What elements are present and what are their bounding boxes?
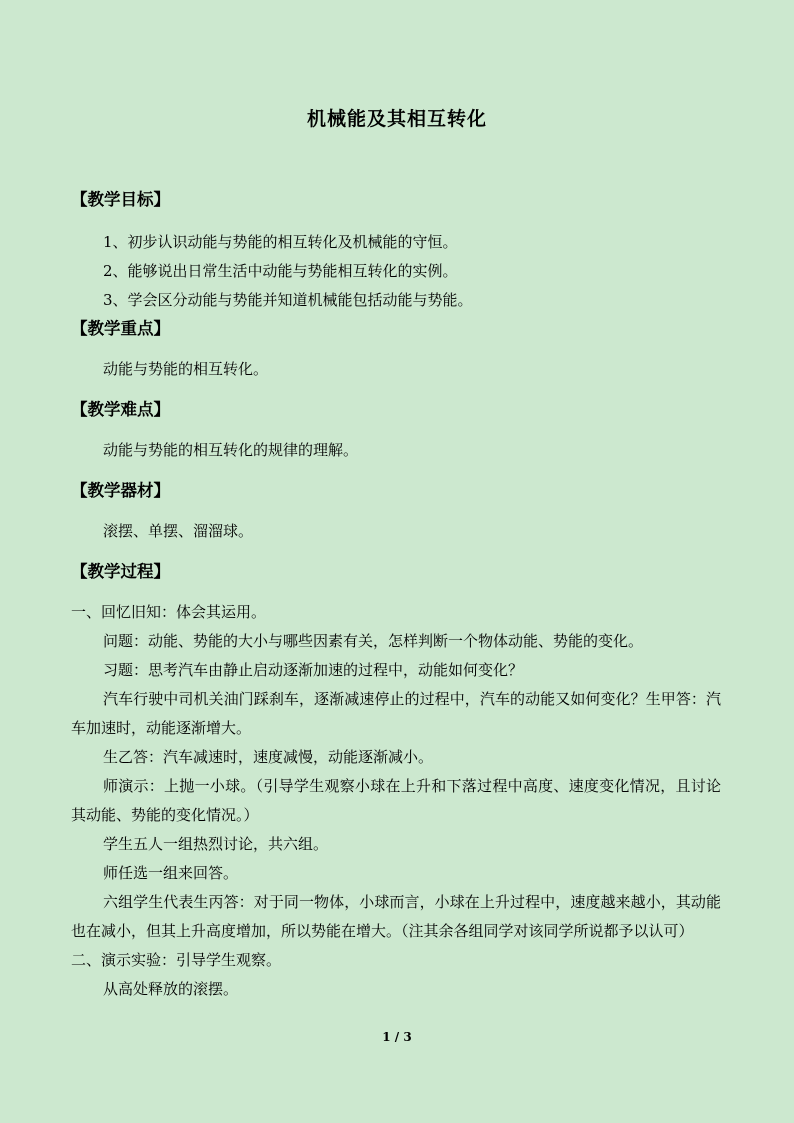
goal-item-2: 2、能够说出日常生活中动能与势能相互转化的实例。 xyxy=(103,262,458,280)
heading-equipment: 【教学器材】 xyxy=(71,481,170,500)
document-title: 机械能及其相互转化 xyxy=(306,108,487,130)
page-number: 1 / 3 xyxy=(382,1030,412,1044)
process-answer-b: 生乙答：汽车减速时，速度减慢，动能逐渐减小。 xyxy=(103,748,434,766)
process-select-group: 师任选一组来回答。 xyxy=(103,864,239,882)
goal-item-3: 3、学会区分动能与势能并知道机械能包括动能与势能。 xyxy=(103,291,473,309)
process-paragraph-braking: 汽车行驶中司机关油门踩刹车，逐渐减速停止的过程中，汽车的动能又如何变化？生甲答：汽车加速时，动能逐渐增大。 xyxy=(71,690,721,737)
process-question: 问题：动能、势能的大小与哪些因素有关，怎样判断一个物体动能、势能的变化。 xyxy=(103,632,644,650)
heading-goals: 【教学目标】 xyxy=(71,190,170,209)
difficulties-text: 动能与势能的相互转化的规律的理解。 xyxy=(103,441,359,459)
heading-process: 【教学过程】 xyxy=(71,562,170,581)
process-exercise: 习题：思考汽车由静止启动逐渐加速的过程中，动能如何变化？ xyxy=(103,661,524,679)
heading-key-points: 【教学重点】 xyxy=(71,319,170,338)
process-discussion: 学生五人一组热烈讨论，共六组。 xyxy=(103,835,329,853)
goal-item-1: 1、初步认识动能与势能的相互转化及机械能的守恒。 xyxy=(103,233,458,251)
key-points-text: 动能与势能的相互转化。 xyxy=(103,360,269,378)
process-release: 从高处释放的滚摆。 xyxy=(103,980,239,998)
process-step-1: 一、回忆旧知：体会其运用。 xyxy=(71,603,267,621)
heading-difficulties: 【教学难点】 xyxy=(71,400,170,419)
process-answer-c: 六组学生代表生丙答：对于同一物体，小球而言，小球在上升过程中，速度越来越小，其动能也在减小，但其上升高度增加，所以势能在增大。（注其余各组同学对该同学所说都予以认可） xyxy=(71,893,721,940)
equipment-text: 滚摆、单摆、溜溜球。 xyxy=(103,522,254,540)
process-demo: 师演示：上抛一小球。（引导学生观察小球在上升和下落过程中高度、速度变化情况，且讨论其动能、势能的变化情况。） xyxy=(71,777,721,824)
process-step-2: 二、演示实验：引导学生观察。 xyxy=(71,951,282,969)
document-body xyxy=(71,186,721,1004)
